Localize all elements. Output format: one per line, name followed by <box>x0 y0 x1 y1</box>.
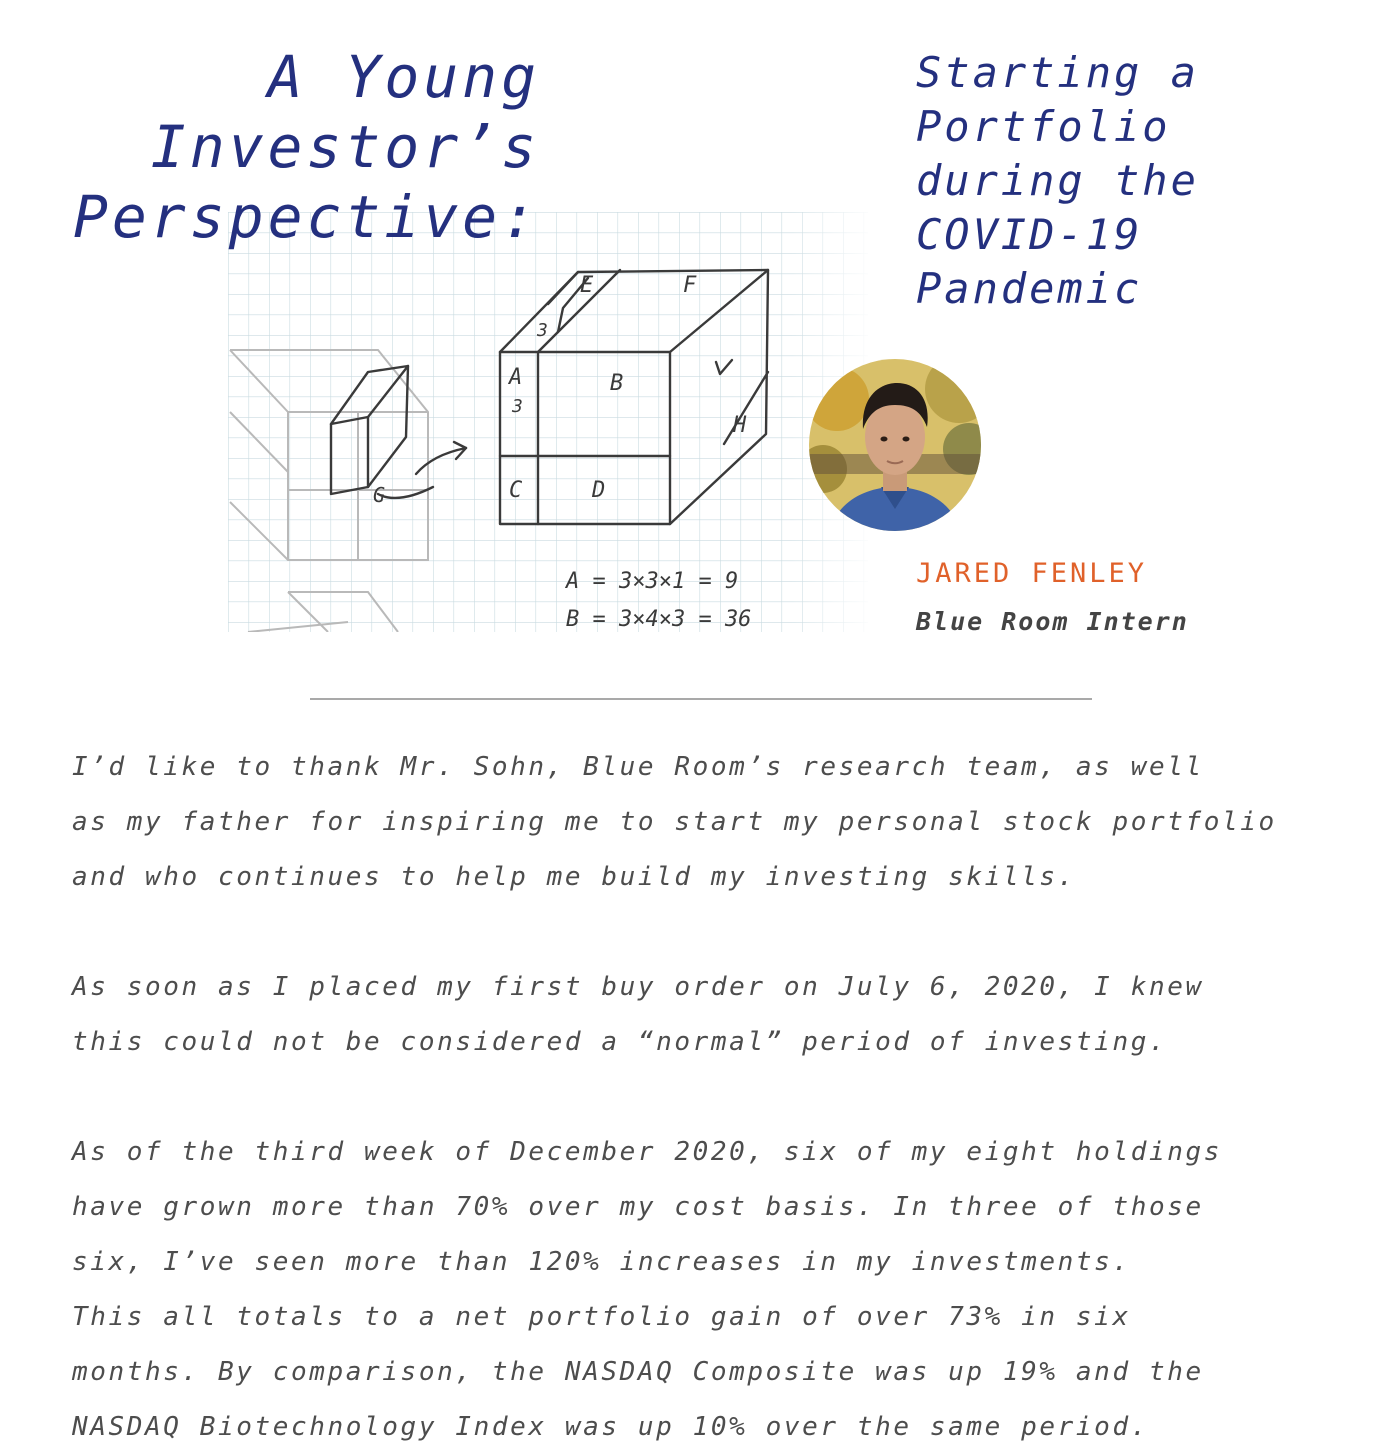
label-a: A <box>509 365 523 390</box>
equation-a: A = 3×3×1 = 9 <box>566 569 739 594</box>
subtitle-line: COVID-19 <box>916 210 1143 259</box>
author-role: Blue Room Intern <box>916 607 1189 636</box>
text-line: six, I’ve seen more than 120% increases in my investments. <box>72 1247 1131 1277</box>
text-line: have grown more than 70% over my cost basis. In three of those <box>72 1192 1204 1222</box>
title-line: A Young <box>267 43 540 111</box>
author-avatar <box>809 359 981 531</box>
label-e: E <box>580 273 594 298</box>
section-divider <box>310 698 1092 700</box>
subtitle-line: Starting a <box>916 48 1199 97</box>
title-line: Investor’s <box>150 113 540 181</box>
text-line: This all totals to a net portfolio gain of over 73% in six <box>72 1302 1131 1332</box>
label-c: C <box>509 478 523 503</box>
title-line: Perspective: <box>72 183 540 251</box>
label-h: H <box>733 413 747 438</box>
equation-b: B = 3×4×3 = 36 <box>566 607 752 632</box>
paragraph-acknowledgements <box>72 740 1362 905</box>
paragraph-first-order <box>72 960 1362 1070</box>
article-subtitle <box>916 46 1356 316</box>
subtitle-line: Pandemic <box>916 264 1143 313</box>
label-d: D <box>592 478 606 503</box>
label-g: G <box>373 483 386 507</box>
label-f: F <box>683 273 697 298</box>
text-line: NASDAQ Biotechnology Index was up 10% over the same period. <box>72 1412 1149 1442</box>
text-line: months. By comparison, the NASDAQ Composite was up 19% and the <box>72 1357 1204 1387</box>
text-line: As soon as I placed my first buy order on July 6, 2020, I knew <box>72 972 1204 1002</box>
text-line: as my father for inspiring me to start my personal stock portfolio <box>72 807 1277 837</box>
paragraph-performance <box>72 1125 1362 1455</box>
label-b: B <box>610 371 624 396</box>
article-title <box>40 42 540 252</box>
subtitle-line: during the <box>916 156 1199 205</box>
text-line: this could not be considered a “normal” period of investing. <box>72 1027 1168 1057</box>
label-3-top: 3 <box>537 320 548 341</box>
text-line: As of the third week of December 2020, six of my eight holdings <box>72 1137 1222 1167</box>
article-body <box>72 740 1362 1455</box>
text-line: and who continues to help me build my investing skills. <box>72 862 1076 892</box>
subtitle-line: Portfolio <box>916 102 1171 151</box>
author-name: JARED FENLEY <box>916 558 1148 589</box>
text-line: I’d like to thank Mr. Sohn, Blue Room’s research team, as well <box>72 752 1204 782</box>
label-3-side: 3 <box>512 396 523 417</box>
hero-sketch-illustration <box>228 212 868 632</box>
